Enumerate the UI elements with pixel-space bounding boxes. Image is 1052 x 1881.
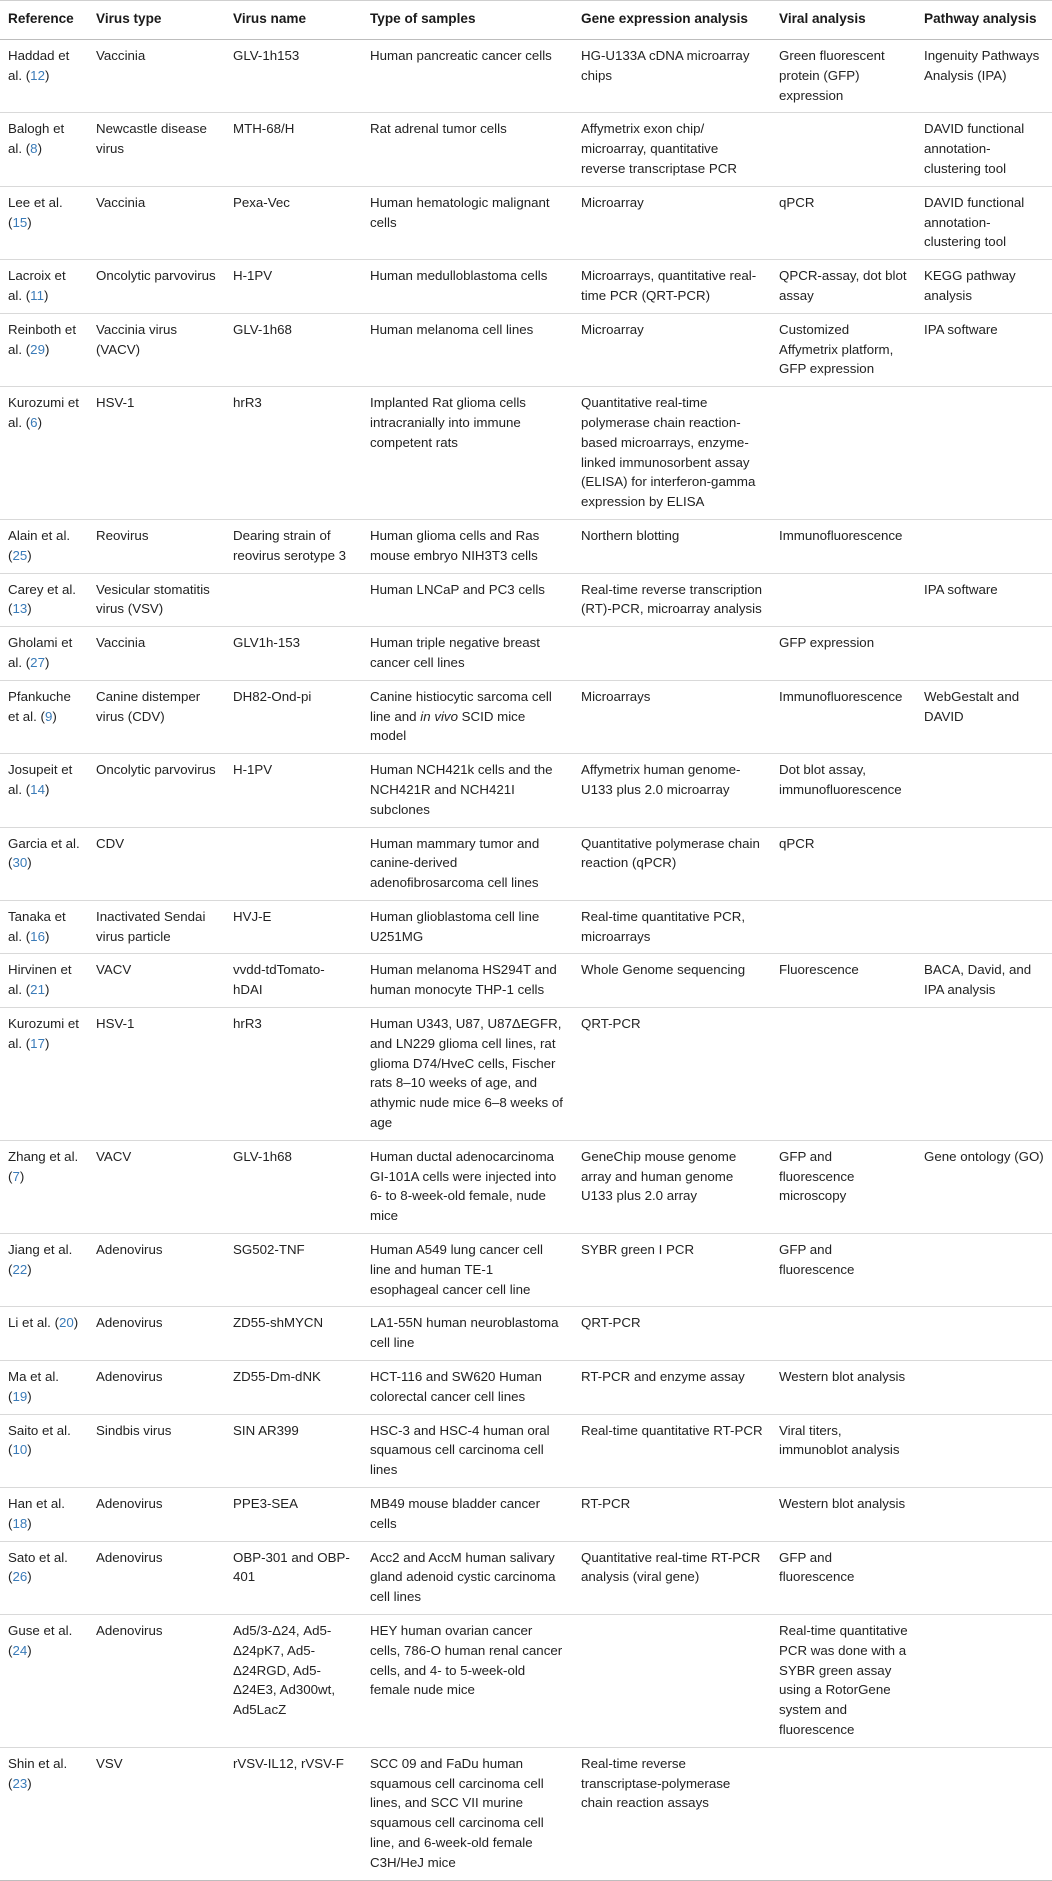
table-row	[0, 113, 1052, 186]
reference-link[interactable]: 18	[12, 1515, 28, 1531]
cell-virus-type: HSV-1	[88, 387, 225, 520]
cell-reference	[0, 387, 88, 520]
table-row	[0, 1307, 1052, 1361]
cell-virus-name: SIN AR399	[225, 1414, 362, 1487]
cell-viral-analysis: Customized Affymetrix platform, GFP expression	[771, 313, 916, 386]
reference-text: Ma et al. (	[8, 1369, 59, 1404]
cell-virus-type: Adenovirus	[88, 1541, 225, 1614]
cell-pathway-analysis: DAVID functional annotation-clustering tool	[916, 113, 1052, 186]
cell-virus-name: hrR3	[225, 387, 362, 520]
reference-text: Jiang et al. (	[8, 1242, 73, 1277]
reference-link[interactable]: 12	[30, 67, 45, 83]
reference-link[interactable]: 21	[30, 982, 45, 998]
reference-text: Sato et al. (	[8, 1549, 68, 1585]
cell-reference	[0, 1307, 88, 1361]
cell-reference	[0, 260, 88, 314]
table-row	[0, 954, 1052, 1008]
cell-pathway-analysis	[916, 387, 1052, 520]
cell-gene-expression-analysis: Affymetrix exon chip/ microarray, quantitative reverse transcriptase PCR	[573, 113, 771, 186]
column-header-gene-expression-analysis: Gene expression analysis	[573, 1, 771, 40]
reference-link[interactable]: 24	[12, 1642, 28, 1658]
cell-virus-type: Vesicular stomatitis virus (VSV)	[88, 573, 225, 627]
cell-viral-analysis: Viral titers, immunoblot analysis	[771, 1414, 916, 1487]
cell-gene-expression-analysis: Real-time quantitative PCR, microarrays	[573, 900, 771, 954]
cell-pathway-analysis	[916, 1234, 1052, 1307]
reference-close-paren: )	[37, 141, 43, 157]
cell-gene-expression-analysis: Microarrays, quantitative real-time PCR (QRT-PCR)	[573, 260, 771, 314]
cell-type-of-samples: SCC 09 and FaDu human squamous cell carcinoma cell lines, and SCC VII murine squamous cell carcinoma cell line, and 6-week-old female C3H/HeJ mice	[362, 1747, 573, 1880]
cell-virus-name: GLV-1h68	[225, 1140, 362, 1233]
cell-type-of-samples: LA1-55N human neuroblastoma cell line	[362, 1307, 573, 1361]
reference-link[interactable]: 8	[30, 141, 38, 157]
column-header-virus-type: Virus type	[88, 1, 225, 40]
reference-text: Lee et al. (	[8, 194, 63, 230]
cell-reference	[0, 1747, 88, 1880]
cell-virus-type: Adenovirus	[88, 1615, 225, 1748]
cell-virus-name: Ad5/3-Δ24, Ad5-Δ24pK7, Ad5-Δ24RGD, Ad5-Δ24E3, Ad300wt, Ad5LacZ	[225, 1615, 362, 1748]
reference-close-paren: )	[19, 1168, 25, 1184]
reference-close-paren: )	[27, 1642, 32, 1658]
cell-pathway-analysis: KEGG pathway analysis	[916, 260, 1052, 314]
cell-virus-name: DH82-Ond-pi	[225, 680, 362, 753]
cell-type-of-samples: Human melanoma HS294T and human monocyte THP-1 cells	[362, 954, 573, 1008]
cell-viral-analysis: Green fluorescent protein (GFP) expression	[771, 40, 916, 113]
cell-virus-type: Reovirus	[88, 519, 225, 573]
cell-reference	[0, 1488, 88, 1542]
cell-virus-name: GLV1h-153	[225, 627, 362, 681]
table-row	[0, 1140, 1052, 1233]
cell-virus-type: Newcastle disease virus	[88, 113, 225, 186]
cell-viral-analysis	[771, 1307, 916, 1361]
table-row	[0, 1615, 1052, 1748]
cell-virus-type: Oncolytic parvovirus	[88, 260, 225, 314]
cell-virus-name: GLV-1h153	[225, 40, 362, 113]
cell-reference	[0, 40, 88, 113]
reference-close-paren: )	[73, 1315, 79, 1331]
reference-text: Garcia et al. (	[8, 835, 80, 871]
cell-pathway-analysis	[916, 1615, 1052, 1748]
reference-close-paren: )	[27, 214, 32, 230]
table-row	[0, 754, 1052, 827]
cell-type-of-samples: HCT-116 and SW620 Human colorectal cancer cell lines	[362, 1361, 573, 1415]
cell-type-of-samples: HSC-3 and HSC-4 human oral squamous cell carcinoma cell lines	[362, 1414, 573, 1487]
cell-virus-type: Adenovirus	[88, 1488, 225, 1542]
cell-pathway-analysis	[916, 1414, 1052, 1487]
reference-close-paren: )	[44, 781, 50, 797]
cell-viral-analysis	[771, 113, 916, 186]
table-row	[0, 1488, 1052, 1542]
reference-text: Li et al. (	[8, 1315, 59, 1331]
cell-pathway-analysis	[916, 1747, 1052, 1880]
cell-reference	[0, 954, 88, 1008]
cell-virus-name: HVJ-E	[225, 900, 362, 954]
reference-close-paren: )	[43, 287, 49, 303]
cell-virus-name: ZD55-Dm-dNK	[225, 1361, 362, 1415]
cell-pathway-analysis: IPA software	[916, 573, 1052, 627]
samples-italic: in vivo	[420, 708, 458, 724]
reference-close-paren: )	[44, 341, 50, 357]
cell-viral-analysis	[771, 573, 916, 627]
cell-gene-expression-analysis: Whole Genome sequencing	[573, 954, 771, 1008]
reference-text: Balogh et al. (	[8, 121, 65, 157]
cell-pathway-analysis	[916, 900, 1052, 954]
reference-close-paren: )	[27, 1515, 32, 1531]
cell-reference	[0, 186, 88, 259]
cell-gene-expression-analysis: RT-PCR	[573, 1488, 771, 1542]
cell-reference	[0, 113, 88, 186]
reference-text: Pfankuche et al. (	[8, 688, 71, 724]
cell-pathway-analysis: IPA software	[916, 313, 1052, 386]
cell-viral-analysis: Dot blot assay, immunofluorescence	[771, 754, 916, 827]
column-header-virus-name: Virus name	[225, 1, 362, 40]
reference-close-paren: )	[44, 982, 50, 998]
cell-gene-expression-analysis: RT-PCR and enzyme assay	[573, 1361, 771, 1415]
cell-virus-name: GLV-1h68	[225, 313, 362, 386]
table-row	[0, 627, 1052, 681]
cell-type-of-samples: Human U343, U87, U87ΔEGFR, and LN229 glioma cell lines, rat glioma D74/HveC cells, Fischer rats 8–10 weeks of age, and athymic nude mice 6–8 weeks of age	[362, 1008, 573, 1141]
table-row	[0, 1361, 1052, 1415]
reference-link[interactable]: 20	[59, 1315, 74, 1331]
cell-gene-expression-analysis	[573, 1615, 771, 1748]
reference-link[interactable]: 14	[30, 781, 45, 797]
cell-virus-type: Canine distemper virus (CDV)	[88, 680, 225, 753]
cell-virus-name: hrR3	[225, 1008, 362, 1141]
cell-virus-type: HSV-1	[88, 1008, 225, 1141]
reference-close-paren: )	[44, 928, 50, 944]
table-row	[0, 40, 1052, 113]
cell-pathway-analysis: DAVID functional annotation-clustering tool	[916, 186, 1052, 259]
cell-virus-name: ZD55-shMYCN	[225, 1307, 362, 1361]
cell-virus-type: Vaccinia	[88, 186, 225, 259]
table-row	[0, 1008, 1052, 1141]
cell-type-of-samples: Human glioma cells and Ras mouse embryo NIH3T3 cells	[362, 519, 573, 573]
cell-virus-name: MTH-68/H	[225, 113, 362, 186]
cell-gene-expression-analysis: Quantitative polymerase chain reaction (qPCR)	[573, 827, 771, 900]
reference-close-paren: )	[44, 67, 50, 83]
cell-viral-analysis: qPCR	[771, 827, 916, 900]
table-row	[0, 1747, 1052, 1880]
column-header-pathway-analysis: Pathway analysis	[916, 1, 1052, 40]
cell-viral-analysis	[771, 387, 916, 520]
table-row	[0, 1414, 1052, 1487]
cell-pathway-analysis	[916, 1488, 1052, 1542]
cell-virus-name: H-1PV	[225, 754, 362, 827]
cell-virus-type: Adenovirus	[88, 1307, 225, 1361]
cell-reference	[0, 1414, 88, 1487]
cell-pathway-analysis	[916, 1008, 1052, 1141]
table-body	[0, 40, 1052, 1881]
cell-virus-type: Vaccinia	[88, 627, 225, 681]
cell-pathway-analysis: WebGestalt and DAVID	[916, 680, 1052, 753]
reference-close-paren: )	[27, 855, 32, 871]
cell-virus-type: Adenovirus	[88, 1361, 225, 1415]
cell-virus-name: SG502-TNF	[225, 1234, 362, 1307]
cell-virus-type: Adenovirus	[88, 1234, 225, 1307]
cell-gene-expression-analysis: QRT-PCR	[573, 1008, 771, 1141]
table-row	[0, 573, 1052, 627]
cell-type-of-samples: Human melanoma cell lines	[362, 313, 573, 386]
cell-pathway-analysis	[916, 519, 1052, 573]
cell-type-of-samples	[362, 680, 573, 753]
cell-type-of-samples: Human hematologic malignant cells	[362, 186, 573, 259]
cell-gene-expression-analysis: Microarray	[573, 313, 771, 386]
cell-virus-name: OBP-301 and OBP-401	[225, 1541, 362, 1614]
reference-close-paren: )	[37, 414, 43, 430]
cell-virus-name: PPE3-SEA	[225, 1488, 362, 1542]
reference-link[interactable]: 15	[12, 214, 28, 230]
reference-text: Alain et al. (	[8, 527, 71, 563]
cell-pathway-analysis	[916, 1541, 1052, 1614]
cell-type-of-samples: Implanted Rat glioma cells intracranially into immune competent rats	[362, 387, 573, 520]
cell-viral-analysis	[771, 1747, 916, 1880]
cell-type-of-samples: Rat adrenal tumor cells	[362, 113, 573, 186]
reference-link[interactable]: 10	[12, 1442, 28, 1458]
table-row	[0, 186, 1052, 259]
cell-reference	[0, 1008, 88, 1141]
cell-viral-analysis: Immunofluorescence	[771, 519, 916, 573]
reference-link[interactable]: 7	[12, 1168, 20, 1184]
cell-reference	[0, 627, 88, 681]
cell-reference	[0, 1234, 88, 1307]
cell-reference	[0, 1361, 88, 1415]
cell-viral-analysis	[771, 900, 916, 954]
cell-viral-analysis: GFP and fluorescence	[771, 1541, 916, 1614]
cell-pathway-analysis	[916, 627, 1052, 681]
cell-virus-type: VACV	[88, 954, 225, 1008]
reference-close-paren: )	[27, 1442, 32, 1458]
cell-viral-analysis: GFP and fluorescence microscopy	[771, 1140, 916, 1233]
reference-text: Kurozumi et al. (	[8, 1016, 79, 1051]
reference-close-paren: )	[27, 547, 32, 563]
cell-reference	[0, 827, 88, 900]
reference-text: Josupeit et al. (	[8, 762, 73, 797]
cell-virus-type: Inactivated Sendai virus particle	[88, 900, 225, 954]
table-row	[0, 387, 1052, 520]
cell-gene-expression-analysis: QRT-PCR	[573, 1307, 771, 1361]
table-row	[0, 519, 1052, 573]
samples-text-end: SCID mice model	[370, 708, 526, 744]
reference-text: Guse et al. (	[8, 1623, 73, 1658]
header-row	[0, 1, 1052, 40]
cell-virus-name: H-1PV	[225, 260, 362, 314]
cell-pathway-analysis	[916, 1361, 1052, 1415]
reference-close-paren: )	[44, 654, 50, 670]
cell-viral-analysis: Immunofluorescence	[771, 680, 916, 753]
reference-text: Gholami et al. (	[8, 635, 73, 670]
cell-reference	[0, 754, 88, 827]
cell-virus-name: Pexa-Vec	[225, 186, 362, 259]
samples-text: Canine histiocytic sarcoma cell line and	[370, 688, 552, 724]
cell-reference	[0, 1140, 88, 1233]
cell-reference	[0, 680, 88, 753]
reference-text: Saito et al. (	[8, 1422, 71, 1458]
cell-reference	[0, 573, 88, 627]
table-row	[0, 313, 1052, 386]
cell-reference	[0, 900, 88, 954]
table-row	[0, 827, 1052, 900]
cell-virus-type: CDV	[88, 827, 225, 900]
reference-text: Shin et al. (	[8, 1755, 68, 1791]
cell-virus-name: vvdd-tdTomato-hDAI	[225, 954, 362, 1008]
cell-viral-analysis: Fluorescence	[771, 954, 916, 1008]
reference-text: Lacroix et al. (	[8, 268, 66, 303]
reference-close-paren: )	[27, 1388, 32, 1404]
reference-link[interactable]: 17	[30, 1035, 45, 1051]
cell-type-of-samples: Human NCH421k cells and the NCH421R and NCH421I subclones	[362, 754, 573, 827]
table-row	[0, 1541, 1052, 1614]
column-header-reference: Reference	[0, 1, 88, 40]
table-row	[0, 1234, 1052, 1307]
cell-type-of-samples: Human glioblastoma cell line U251MG	[362, 900, 573, 954]
cell-virus-type: VACV	[88, 1140, 225, 1233]
reference-link[interactable]: 26	[12, 1569, 28, 1585]
reference-link[interactable]: 29	[30, 341, 45, 357]
cell-gene-expression-analysis: Microarrays	[573, 680, 771, 753]
cell-pathway-analysis	[916, 1307, 1052, 1361]
cell-virus-type: Vaccinia virus (VACV)	[88, 313, 225, 386]
cell-type-of-samples: Human A549 lung cancer cell line and human TE-1 esophageal cancer cell line	[362, 1234, 573, 1307]
table-row	[0, 260, 1052, 314]
reference-text: Tanaka et al. (	[8, 908, 66, 944]
cell-type-of-samples: MB49 mouse bladder cancer cells	[362, 1488, 573, 1542]
cell-virus-type: Sindbis virus	[88, 1414, 225, 1487]
cell-virus-name: rVSV-IL12, rVSV-F	[225, 1747, 362, 1880]
reference-link[interactable]: 6	[30, 414, 38, 430]
cell-gene-expression-analysis: Quantitative real-time RT-PCR analysis (viral gene)	[573, 1541, 771, 1614]
reference-close-paren: )	[27, 1261, 32, 1277]
cell-reference	[0, 313, 88, 386]
cell-viral-analysis	[771, 1008, 916, 1141]
cell-gene-expression-analysis: SYBR green I PCR	[573, 1234, 771, 1307]
cell-gene-expression-analysis: Affymetrix human genome-U133 plus 2.0 microarray	[573, 754, 771, 827]
cell-reference	[0, 1541, 88, 1614]
cell-virus-type: Vaccinia	[88, 40, 225, 113]
cell-type-of-samples: Acc2 and AccM human salivary gland adenoid cystic carcinoma cell lines	[362, 1541, 573, 1614]
cell-gene-expression-analysis: Microarray	[573, 186, 771, 259]
reference-link[interactable]: 13	[12, 601, 28, 617]
cell-gene-expression-analysis: Real-time reverse transcription (RT)-PCR, microarray analysis	[573, 573, 771, 627]
reference-close-paren: )	[27, 1569, 32, 1585]
reference-text: Zhang et al. (	[8, 1148, 79, 1184]
reference-link[interactable]: 16	[30, 928, 45, 944]
reference-text: Carey et al. (	[8, 581, 76, 617]
column-header-type-of-samples: Type of samples	[362, 1, 573, 40]
reference-close-paren: )	[27, 601, 32, 617]
cell-reference	[0, 519, 88, 573]
cell-pathway-analysis	[916, 754, 1052, 827]
reference-close-paren: )	[44, 1035, 50, 1051]
column-header-viral-analysis: Viral analysis	[771, 1, 916, 40]
cell-gene-expression-analysis: GeneChip mouse genome array and human genome U133 plus 2.0 array	[573, 1140, 771, 1233]
reference-link[interactable]: 25	[12, 547, 28, 563]
cell-virus-name: Dearing strain of reovirus serotype 3	[225, 519, 362, 573]
cell-gene-expression-analysis: Quantitative real-time polymerase chain reaction-based microarrays, enzyme-linked immunosorbent assay (ELISA) for interferon-gamma expression by ELISA	[573, 387, 771, 520]
reference-link[interactable]: 9	[44, 708, 53, 724]
reference-text: Haddad et al. (	[8, 48, 70, 83]
cell-viral-analysis: Real-time quantitative PCR was done with a SYBR green assay using a RotorGene system and fluorescence	[771, 1615, 916, 1748]
cell-virus-name	[225, 827, 362, 900]
reference-text: Hirvinen et al. (	[8, 962, 72, 998]
cell-type-of-samples: Human pancreatic cancer cells	[362, 40, 573, 113]
cell-gene-expression-analysis: Real-time quantitative RT-PCR	[573, 1414, 771, 1487]
table-row	[0, 680, 1052, 753]
cell-gene-expression-analysis: Northern blotting	[573, 519, 771, 573]
reference-link[interactable]: 22	[12, 1261, 28, 1277]
cell-virus-type: Oncolytic parvovirus	[88, 754, 225, 827]
cell-virus-type: VSV	[88, 1747, 225, 1880]
cell-viral-analysis: Western blot analysis	[771, 1361, 916, 1415]
cell-viral-analysis: qPCR	[771, 186, 916, 259]
cell-pathway-analysis: Ingenuity Pathways Analysis (IPA)	[916, 40, 1052, 113]
cell-reference	[0, 1615, 88, 1748]
cell-viral-analysis: Western blot analysis	[771, 1488, 916, 1542]
cell-gene-expression-analysis	[573, 627, 771, 681]
reference-link[interactable]: 23	[12, 1775, 28, 1791]
cell-viral-analysis: QPCR-assay, dot blot assay	[771, 260, 916, 314]
reference-text: Reinboth et al. (	[8, 321, 77, 357]
cell-viral-analysis: GFP and fluorescence	[771, 1234, 916, 1307]
reference-link[interactable]: 27	[30, 654, 45, 670]
reference-link[interactable]: 11	[30, 287, 44, 303]
cell-type-of-samples: Human triple negative breast cancer cell lines	[362, 627, 573, 681]
cell-type-of-samples: Human ductal adenocarcinoma GI-101A cells were injected into 6- to 8-week-old female, nude mice	[362, 1140, 573, 1233]
reference-close-paren: )	[52, 708, 57, 724]
reference-link[interactable]: 19	[12, 1388, 28, 1404]
reference-link[interactable]: 30	[12, 855, 28, 871]
reference-text: Han et al. (	[8, 1496, 65, 1531]
cell-pathway-analysis	[916, 827, 1052, 900]
cell-gene-expression-analysis: Real-time reverse transcriptase-polymerase chain reaction assays	[573, 1747, 771, 1880]
cell-type-of-samples: Human mammary tumor and canine-derived adenofibrosarcoma cell lines	[362, 827, 573, 900]
reference-close-paren: )	[27, 1775, 32, 1791]
cell-gene-expression-analysis: HG-U133A cDNA microarray chips	[573, 40, 771, 113]
cell-virus-name	[225, 573, 362, 627]
cell-type-of-samples: Human LNCaP and PC3 cells	[362, 573, 573, 627]
cell-viral-analysis: GFP expression	[771, 627, 916, 681]
cell-pathway-analysis: BACA, David, and IPA analysis	[916, 954, 1052, 1008]
cell-type-of-samples: HEY human ovarian cancer cells, 786-O human renal cancer cells, and 4- to 5-week-old female nude mice	[362, 1615, 573, 1748]
reference-text: Kurozumi et al. (	[8, 395, 79, 430]
cell-type-of-samples: Human medulloblastoma cells	[362, 260, 573, 314]
table-row	[0, 900, 1052, 954]
cell-pathway-analysis: Gene ontology (GO)	[916, 1140, 1052, 1233]
